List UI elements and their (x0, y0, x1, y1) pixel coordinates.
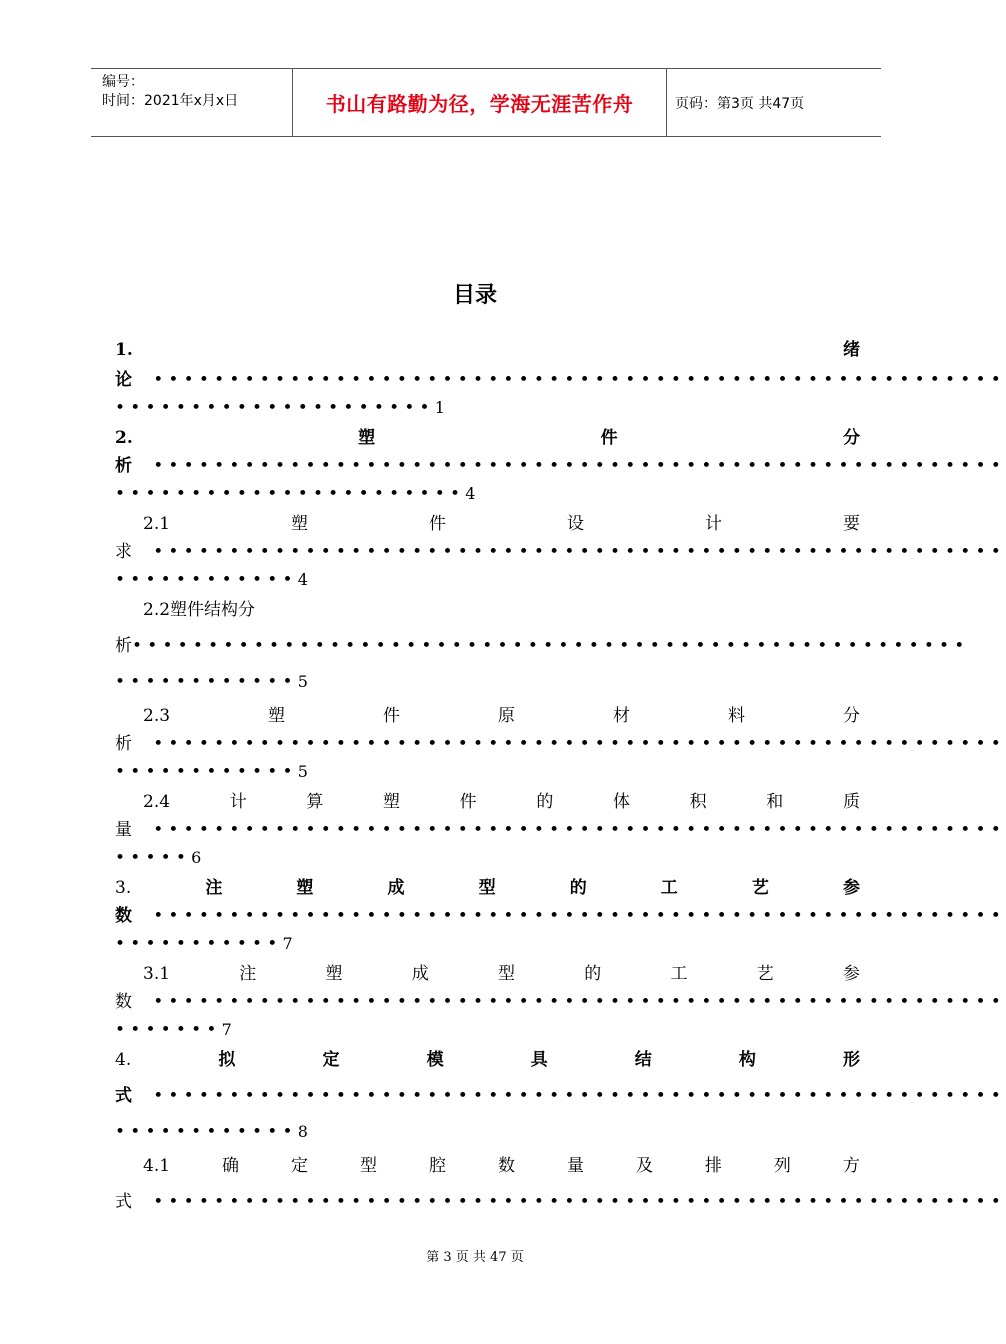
toc-page-number: 6 (191, 848, 202, 867)
dot-leader: ••••••••••••••••••••••••••••••••••••••••••••••••••••••• (132, 636, 970, 656)
dot-leader: •••••••••••••••••••••••••••••••••••••••••••••••••••••••• (132, 1086, 1006, 1106)
toc-char: 排 (704, 1156, 722, 1176)
toc-char: 数 (497, 1156, 515, 1176)
toc-char: 料 (727, 706, 745, 726)
toc-page-number: 1 (434, 398, 445, 417)
dot-leader: •••••••••••• (115, 570, 298, 590)
toc-page-number: 7 (282, 934, 293, 953)
toc-char: 塑 (291, 514, 309, 534)
toc-char: 列 (773, 1156, 791, 1176)
toc-char: 塑 (296, 878, 314, 898)
toc-char: 论 (115, 370, 132, 390)
toc-line (115, 424, 860, 452)
toc-line (115, 960, 860, 988)
toc-char: 注 (239, 964, 257, 984)
toc-char: 件 (600, 428, 618, 448)
toc-char: 设 (567, 514, 584, 534)
document-header (91, 68, 881, 137)
toc-line (115, 394, 860, 422)
toc-line (115, 988, 1006, 1016)
toc-char: 材 (612, 706, 630, 726)
dot-leader: ••••••••••••••••••••••• (115, 484, 466, 504)
toc-page-number: 5 (297, 762, 308, 781)
toc-line (115, 1118, 860, 1146)
toc-line (115, 1152, 860, 1180)
toc-line (115, 816, 1006, 844)
motto-cell (292, 69, 667, 136)
toc-page-number: 4 (465, 484, 476, 503)
toc-line (115, 452, 1006, 480)
page-footer: 第 3 页 共 47 页 (426, 1250, 524, 1265)
toc-char: 拟 (218, 1050, 236, 1070)
toc-line (115, 730, 1006, 758)
toc-char: 注 (205, 878, 223, 898)
dot-leader: •••••••••••••••••••••••••••••••••••••••••••••••••••••••• (132, 820, 1006, 840)
toc-line (115, 510, 860, 538)
toc-number: 3. (115, 878, 132, 898)
toc-char: 定 (322, 1050, 340, 1070)
time-label: 时间：2021年x月x日 (102, 93, 239, 109)
toc-char: 质 (842, 792, 860, 812)
toc-line (115, 788, 860, 816)
dot-leader: ••••••••••• (115, 934, 283, 954)
toc-char: 构 (738, 1050, 756, 1070)
toc-char: 绪 (843, 340, 860, 360)
toc-char: 工 (670, 964, 688, 984)
toc-line (115, 874, 860, 902)
toc-line (115, 566, 860, 594)
toc-page-number: 8 (297, 1122, 308, 1141)
toc-number: 4. (115, 1050, 132, 1070)
toc-char: 计 (704, 514, 722, 534)
toc-char: 成 (411, 964, 429, 984)
toc-char: 定 (291, 1156, 309, 1176)
toc-line (115, 480, 860, 508)
toc-char: 参 (842, 964, 860, 984)
toc-char: 工 (660, 878, 678, 898)
toc-char: 腔 (428, 1156, 446, 1176)
page-number-cell (666, 69, 881, 136)
dot-leader: •••••••••••••••••••••••••••••••••••••••••••••••••••••••• (132, 734, 1006, 754)
toc-entry-text: 2.2塑件结构分 (143, 600, 256, 620)
toc-char: 参 (842, 878, 860, 898)
page-number-label: 页码：第3页 共47页 (675, 95, 805, 112)
toc-char: 的 (536, 792, 554, 812)
toc-number: 1. (115, 340, 133, 360)
toc-char: 塑 (325, 964, 343, 984)
toc-char: 件 (429, 514, 447, 534)
toc-page-number: 5 (297, 672, 308, 691)
toc-char: 型 (360, 1156, 377, 1176)
toc-number: 2.3 (143, 706, 171, 726)
toc-line (115, 668, 860, 696)
toc-char: 塑 (268, 706, 286, 726)
toc-char: 结 (634, 1050, 652, 1070)
toc-number: 2. (115, 428, 133, 448)
dot-leader: •••••••••••••••••••••••••••••••••••••••••••••••••••••••• (132, 542, 1006, 562)
dot-leader: •••••••••••• (115, 672, 298, 692)
toc-line (115, 336, 860, 364)
number-label: 编号： (102, 74, 144, 90)
toc-line (115, 1016, 860, 1044)
header-info-cell (91, 69, 292, 136)
toc-line (115, 758, 860, 786)
dot-leader: •••••••••••••••••••••••••••••••••••••••••••••••••••••••• (132, 456, 1006, 476)
toc-char: 算 (306, 792, 324, 812)
toc-char: 方 (842, 1156, 860, 1176)
dot-leader: ••••• (115, 848, 192, 868)
toc-char: 模 (426, 1050, 444, 1070)
toc-char: 求 (115, 542, 132, 562)
toc-char: 塑 (383, 792, 401, 812)
toc-line (115, 1082, 1006, 1110)
toc-char: 量 (566, 1156, 584, 1176)
toc-char: 型 (497, 964, 515, 984)
toc-char: 分 (842, 706, 860, 726)
dot-leader: •••••••••••••••••••••••••••••••••••••••••••••••••••••••• (132, 906, 1006, 926)
toc-char: 成 (387, 878, 405, 898)
toc-char: 要 (842, 514, 860, 534)
toc-char: 的 (584, 964, 602, 984)
dot-leader: •••••••••••••••••••••••••••••••••••••••••••••••••••••••• (132, 1192, 1006, 1212)
toc-char: 析 (115, 456, 132, 476)
toc-char: 式 (115, 1192, 132, 1212)
toc-char: 数 (115, 906, 132, 926)
toc-line (115, 930, 860, 958)
dot-leader: •••••••••••••••••••••••••••••••••••••••••••••••••••••••• (132, 370, 1006, 390)
toc-number: 2.4 (143, 792, 171, 812)
toc-line (115, 632, 970, 660)
toc-char: 式 (115, 1086, 132, 1106)
toc-char: 计 (229, 792, 247, 812)
toc-page-number: 7 (221, 1020, 232, 1039)
toc-number: 4.1 (143, 1156, 171, 1176)
toc-char: 和 (766, 792, 784, 812)
toc-line (115, 366, 1006, 394)
toc-char: 件 (459, 792, 477, 812)
toc-number: 3.1 (143, 964, 171, 984)
toc-line (115, 844, 860, 872)
toc-char: 量 (115, 820, 132, 840)
toc-title: 目录 (452, 283, 497, 308)
toc-line (115, 538, 1006, 566)
toc-line (115, 596, 860, 624)
toc-line (115, 902, 1006, 930)
toc-char: 的 (569, 878, 587, 898)
toc-line (115, 702, 860, 730)
toc-char: 体 (612, 792, 630, 812)
toc-line (115, 1046, 860, 1074)
motto-text: 书山有路勤为径，学海无涯苦作舟 (325, 92, 634, 116)
toc-char: 析 (115, 636, 132, 656)
toc-char: 具 (530, 1050, 548, 1070)
toc-char: 型 (478, 878, 496, 898)
dot-leader: •••••••••••••••••••••••••••••••••••••••••••••••••••••••• (132, 992, 1006, 1012)
toc-char: 形 (843, 1050, 860, 1070)
toc-char: 析 (115, 734, 132, 754)
toc-number: 2.1 (143, 514, 171, 534)
toc-line (115, 1188, 1006, 1216)
toc-char: 积 (689, 792, 707, 812)
toc-char: 原 (498, 706, 515, 726)
toc-char: 艺 (756, 964, 774, 984)
dot-leader: •••••••••••• (115, 1122, 298, 1142)
toc-char: 分 (842, 428, 860, 448)
toc-char: 塑 (358, 428, 376, 448)
toc-page-number: 4 (297, 570, 308, 589)
toc-char: 艺 (751, 878, 769, 898)
dot-leader: ••••••••••••••••••••• (115, 398, 435, 418)
dot-leader: •••••••••••• (115, 762, 298, 782)
toc-char: 件 (383, 706, 401, 726)
toc-char: 确 (222, 1156, 240, 1176)
toc-char: 及 (635, 1156, 653, 1176)
dot-leader: ••••••• (115, 1020, 222, 1040)
toc-char: 数 (115, 992, 132, 1012)
